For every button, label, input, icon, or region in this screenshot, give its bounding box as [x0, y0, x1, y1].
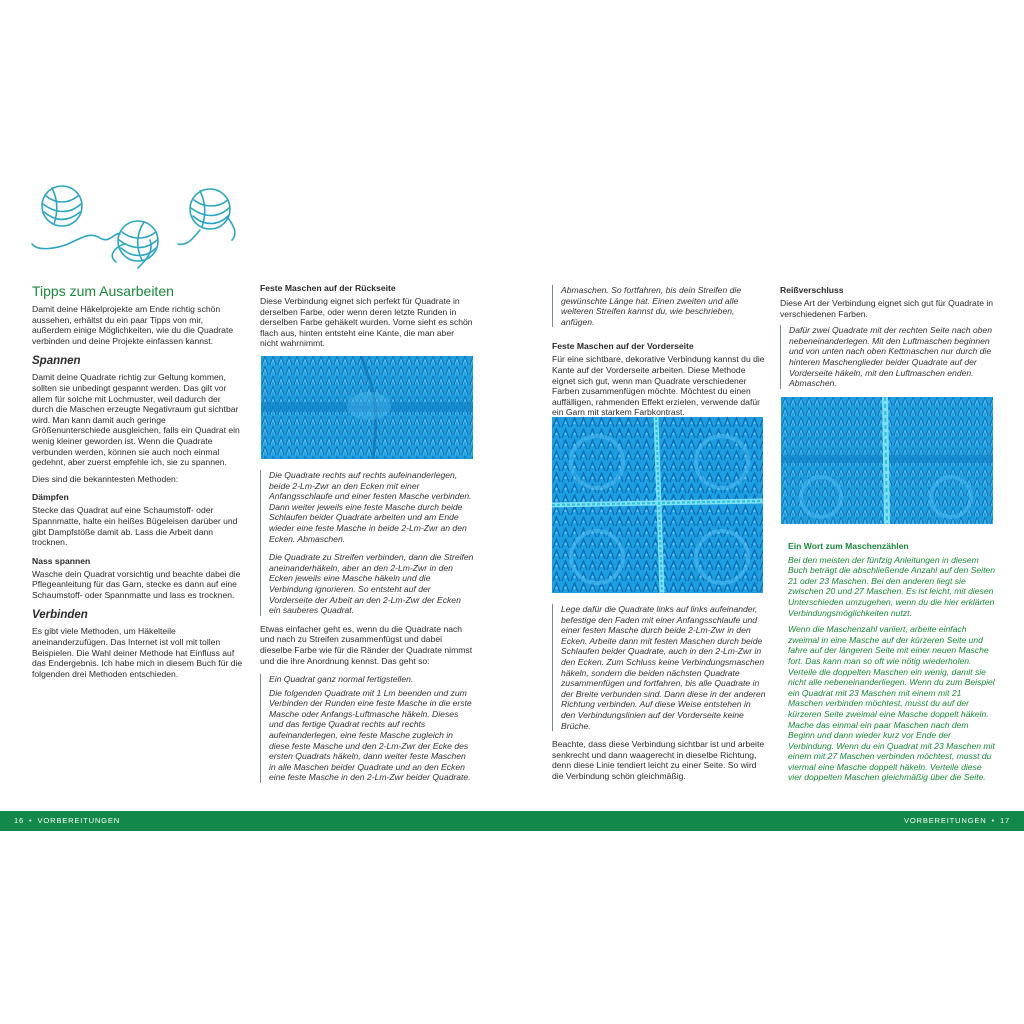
- rueckseite-note-2: Die Quadrate zu Streifen verbinden, dann die Streifen aneinanderhäkeln, aber an den 2-Lm-Zwr in den Ecken jeweils eine Masche häkeln und die Verbindung ignorieren. So entsteht auf der Vorderseite der Arbeit an den 2-Lm-Zwr der Ecken ein sauberes Quadrat.: [269, 552, 474, 616]
- footer-bullet: •: [29, 816, 33, 825]
- right-column-2: [780, 285, 994, 397]
- spannen-text: Damit deine Quadrate richtig zur Geltung kommen, sollten sie unbedingt gespannt werden. Das gilt vor allem für solche mit Lochmuster, weil dadurch der durch die Maschen erzeugte Negativraum gut sichtbar wird. Man kann damit auch geringe Größenunterschiede ausgleichen, falls ein Quadrat ein wenig kleiner geworden ist. Wenn die Quadrate verbunden werden, können sie auch noch einmal gedehnt, aber zuerst empfehle ich, sie zu spannen.: [32, 372, 240, 468]
- spannen-heading: Spannen: [32, 355, 81, 368]
- left-column-2b: [260, 470, 474, 791]
- methods-line: Dies sind die bekanntesten Methoden:: [32, 473, 179, 484]
- stitch-count-text-2: Wenn die Maschenzahl variiert, arbeite einfach zweimal in eine Masche auf der kürzeren Seite und fahre auf der längeren Seite mit einer neuen Masche fort. Das kann man so oft wie nötig wiederholen. Verteile die doppelten Maschen ein wenig, damit sie nicht alle nebeneinanderliegen. Wenn du zum Beispiel ein Quadrat mit 23 Maschen mit einem mit 21 Maschen verbinden möchtest, musst du auf der kürzeren Seite zweimal eine Masche doppelt häkeln. Mache das einmal ein paar Maschen nach dem Beginn und dann wieder kurz vor Ende der Verbindung. Wenn du ein Quadrat mit 23 Maschen mit einem mit 27 Maschen verbinden möchtest, musst du viermal eine Masche doppelt häkeln. Verteile diese vier doppelten Maschen gleichmäßig über die Seite.: [788, 624, 995, 783]
- reissverschluss-text: Diese Art der Verbindung eignet sich gut für Quadrate in verschiedenen Farben.: [780, 298, 994, 319]
- verbinden-text: Es gibt viele Methoden, um Häkelteile aneinanderzufügen. Das Internet ist voll mit tollen Beispielen. Die Wahl deiner Methode hat Einfluss auf das Endergebnis. Ich habe mich in diesem Buch für die folgenden drei Methoden entschieden.: [32, 626, 243, 679]
- daempfen-heading: Dämpfen: [32, 492, 69, 503]
- yarn-ball-icon: [190, 189, 230, 229]
- verbinden-heading: Verbinden: [32, 609, 88, 622]
- rueckseite-instructions: [260, 470, 474, 616]
- continued-note: [552, 285, 766, 327]
- daempfen-text: Stecke das Quadrat auf eine Schaumstoff- oder Spannmatte, halte ein heißes Bügeleisen darüber und gibt Dampfstöße damit ab. Lass die Arbeit dann trocknen.: [32, 505, 238, 548]
- left-column-1: [32, 283, 244, 685]
- vorderseite-heading: Feste Maschen auf der Vorderseite: [552, 341, 694, 352]
- reissverschluss-heading: Reißverschluss: [780, 285, 844, 295]
- nass-text: Wasche dein Quadrat vorsichtig und beachte dabei die Pflegeanleitung für das Garn, stecke es dann auf eine Schaumstoff- oder Spannmatte und lass es trocknen.: [32, 568, 241, 600]
- stitch-count-heading: Ein Wort zum Maschenzählen: [788, 541, 909, 551]
- rueckseite-note-1: Die Quadrate rechts auf rechts aufeinanderlegen, beide 2-Lm-Zwr an den Ecken mit einer Anfangsschlaufe und einer festen Masche verbinden. Dann weiter jeweils eine feste Masche durch beide Schlaufen beider Quadrate arbeiten und am Ende wieder eine feste Masche in beide 2-Lm-Zwr an den Ecken. Abmaschen.: [269, 470, 472, 544]
- yarn-ball-icon: [118, 221, 158, 261]
- vorderseite-text: Für eine sichtbare, dekorative Verbindung kannst du die Kante auf der Vorderseite arbeiten. Diese Methode eignet sich gut, wenn man Quadrate verschiedener Farben zusammenfügen möchte. Möchtest du einen auffälligen, rahmenden Effekt erzielen, verwende dafür ein Garn mit starkem Farbkontrast.: [552, 354, 765, 418]
- rueckseite-heading: Feste Maschen auf der Rückseite: [260, 283, 396, 293]
- page-number-left: 16: [14, 816, 25, 825]
- crochet-photo-zipper-seam: [781, 397, 993, 524]
- vorderseite-text-2: Beachte, dass diese Verbindung sichtbar ist und arbeite senkrecht und dann waagerecht in dieselbe Richtung, denn diese Linie tendiert leicht zu einer Seite. So wird die Verbindung schön gleichmäßig.: [552, 739, 765, 781]
- crochet-photo-back-seam: [261, 356, 473, 459]
- rueckseite-instructions-2: [260, 674, 474, 783]
- section-label-left: VORBEREITUNGEN: [37, 816, 121, 825]
- right-page: [512, 0, 1024, 1024]
- section-label-right: VORBEREITUNGEN: [903, 816, 987, 825]
- crochet-photo-front-seam: [552, 417, 763, 593]
- yarn-ball-icon: [42, 186, 82, 226]
- rueckseite-note-3a: Ein Quadrat ganz normal fertigstellen.: [269, 674, 414, 685]
- nass-heading: Nass spannen: [32, 555, 91, 566]
- rueckseite-text: Diese Verbindung eignet sich perfekt für Quadrate in derselben Farbe, oder wenn deren letzte Runden in derselben Farbe gehäkelt wurden. Vorne sieht es schön flach aus, hinten entsteht eine Kante, die man aber nicht wahrnimmt.: [260, 296, 473, 349]
- rueckseite-note-3b: Die folgenden Quadrate mit 1 Lm beenden und zum Verbinden der Runden eine feste Masche in die erste Masche oder Anfangs-Luftmasche häkeln. Dieses und das fertige Quadrat rechts auf rechts aufeinanderlegen, eine feste Masche zugleich in diese feste Masche und den 2-Lm-Zwr der Ecke des ersten Quadrats häkeln, dann weiter feste Maschen in alle Maschen beider Quadrate und an den Ecken eine feste Masche in den 2-Lm-Zwr beider Quadrate.: [269, 687, 472, 783]
- vorderseite-instructions: [552, 604, 766, 731]
- right-column-1b: [552, 604, 766, 788]
- footer-bullet: •: [991, 816, 995, 825]
- reissverschluss-note: Dafür zwei Quadrate mit der rechten Seite nach oben nebeneinanderlegen. Mit den Luftmaschen beginnen und von unten nach oben Kettmaschen nur durch die hinteren Maschenglieder beider Quadrate auf der Vorderseite häkeln, mit den Luftmaschen enden. Abmaschen.: [789, 325, 993, 389]
- right-column-1: [552, 285, 766, 424]
- rueckseite-text-2: Etwas einfacher geht es, wenn du die Quadrate nach und nach zu Streifen zusammenfügst und dabei dieselbe Farbe wie für die Ränder der Quadrate nimmst und die ihre Anordnung kennst. Das geht so:: [260, 623, 473, 666]
- stitch-count-box: [788, 541, 996, 789]
- intro-text: Damit deine Häkelprojekte am Ende richtig schön aussehen, erhältst du ein paar Tipps von mir, außerdem einige Möglichkeiten, wie du die Quadrate verbinden und deine Projekte einfassen kannst.: [32, 304, 234, 346]
- footer-right: [904, 816, 1010, 825]
- vorderseite-note: Lege dafür die Quadrate links auf links aufeinander, befestige den Faden mit einer Anfangsschlaufe und einer festen Masche durch beide 2-Lm-Zwr in den Ecken. Arbeite dann mit festen Maschen durch beide Schlaufen beider Quadrate, auch in den 2-Lm-Zwr in den Ecken. Zum Schluss keine Verbindungsmaschen häkeln, sondern die beiden nächsten Quadrate zusammenfügen und fortfahren, bis alle Quadrate in der Breite verbunden sind. Dann diese in der anderen Richtung verbinden. Auf diese Weise entstehen in den Verbindungslinien auf der Vorderseite keine Brüche.: [561, 604, 766, 731]
- yarn-balls-illustration: [28, 182, 243, 282]
- page-title: Tipps zum Ausarbeiten: [32, 283, 174, 299]
- reissverschluss-instructions: [780, 325, 994, 389]
- footer-left: [14, 816, 120, 825]
- footer-bar: [0, 811, 1024, 831]
- stitch-count-text-1: Bei den meisten der fünfzig Anleitungen in diesem Buch beträgt die abschließende Anzahl auf den Seiten 21 oder 23 Maschen. Bei den anderen liegt sie zwischen 20 und 27 Maschen. Es ist leicht, mit diesen Unterschieden umzugehen, wenn du die hier erklärten Verbindungsmöglichkeiten nutzt.: [788, 554, 996, 618]
- continued-note-text: Abmaschen. So fortfahren, bis dein Streifen die gewünschte Länge hat. Einen zweiten und alle weiteren Streifen kannst du, wie beschrieben, anfügen.: [561, 285, 742, 327]
- page-number-right: 17: [999, 816, 1010, 825]
- left-column-2: [260, 283, 474, 355]
